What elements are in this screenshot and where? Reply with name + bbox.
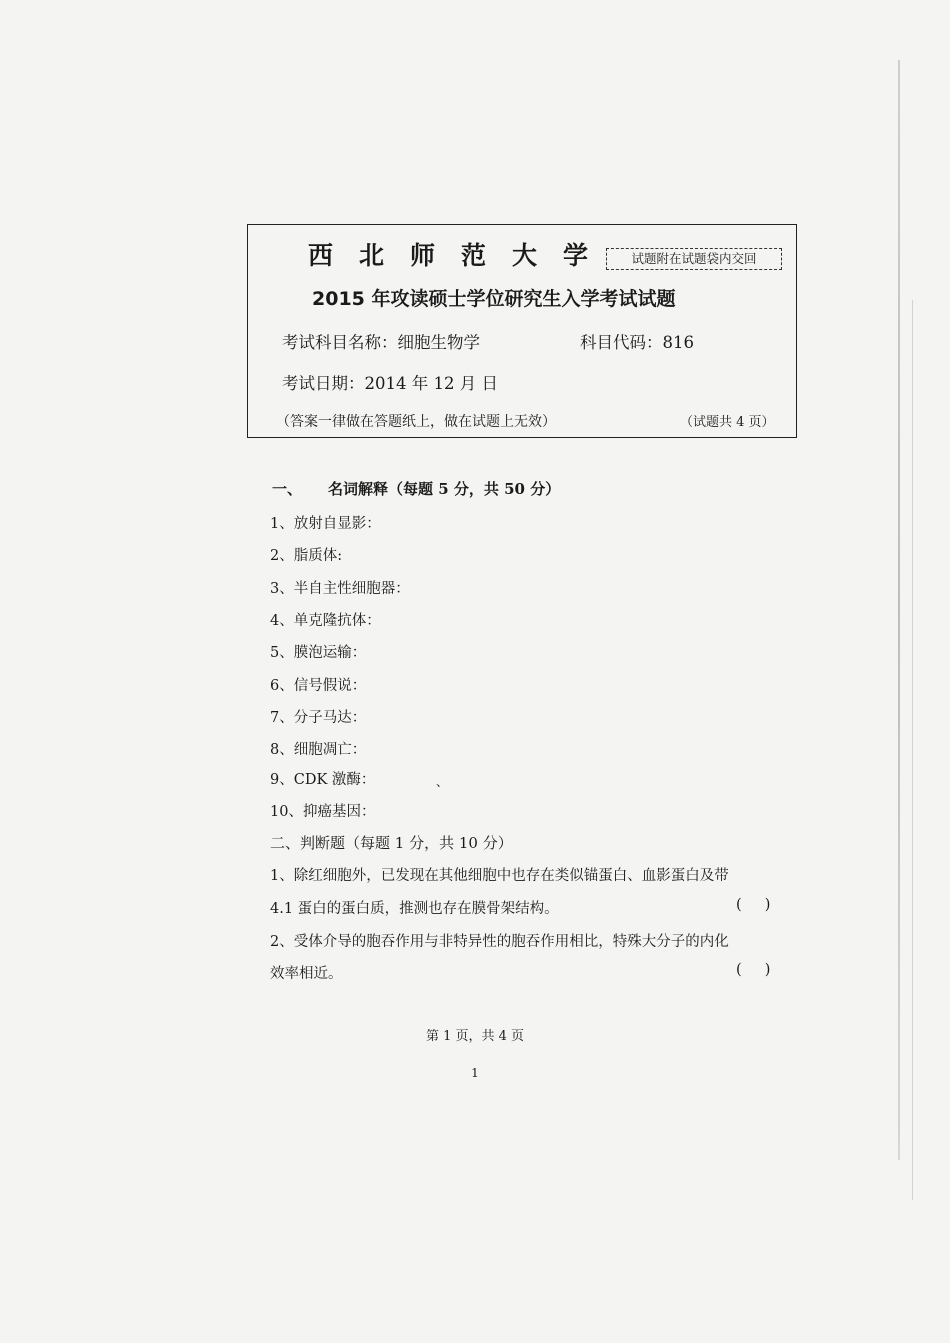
section-1-title: 名词解释（每题 5 分，共 50 分） [328,480,561,498]
judgment-question-1-line-2: 4.1 蛋白的蛋白质，推测也存在膜骨架结构。 [270,901,559,917]
term-item: 1、放射自显影： [270,516,381,532]
judgment-question-1-line-1: 1、除红细胞外，已发现在其他细胞中也存在类似锚蛋白、血影蛋白及带 [270,868,729,884]
section-1-number: 一、 [272,480,303,498]
answer-bracket: ( ) [736,962,771,978]
answer-instruction: （答案一律做在答题纸上，做在试题上无效） [276,414,556,430]
exam-subject: 考试科目名称：细胞生物学 [282,333,480,352]
term-item: 6、信号假说： [270,678,367,694]
term-item: 5、膜泡运输： [270,645,367,661]
scan-edge [912,300,913,1200]
section-1-heading [272,478,560,499]
exam-date: 考试日期：2014 年 12 月 日 [282,374,498,393]
stray-mark: 、 [436,775,449,789]
term-item: 10、抑癌基因： [270,804,376,820]
scan-edge [898,60,900,1160]
term-item: 8、细胞凋亡： [270,742,367,758]
return-notice-stamp: 试题附在试题袋内交回 [606,248,782,270]
page-footer: 第 1 页，共 4 页 [425,1029,525,1044]
exam-title: 2015 年攻读硕士学位研究生入学考试试题 [312,288,676,310]
subject-code: 科目代码：816 [580,333,694,352]
term-item: 3、半自主性细胞器： [270,581,410,597]
page-count-note: （试题共 4 页） [680,415,775,430]
page-number: 1 [471,1066,479,1080]
term-item: 2、脂质体: [270,548,343,564]
term-item: 4、单克隆抗体： [270,613,381,629]
term-item: 9、CDK 激酶： [270,772,376,788]
section-2-heading: 二、判断题（每题 1 分，共 10 分） [270,834,513,852]
term-item: 7、分子马达： [270,710,367,726]
university-name: 西北师范大学 [308,241,615,270]
judgment-question-2-line-2: 效率相近。 [270,966,343,982]
judgment-question-2-line-1: 2、受体介导的胞吞作用与非特异性的胞吞作用相比，特殊大分子的内化 [270,934,729,950]
answer-bracket: ( ) [736,897,771,913]
